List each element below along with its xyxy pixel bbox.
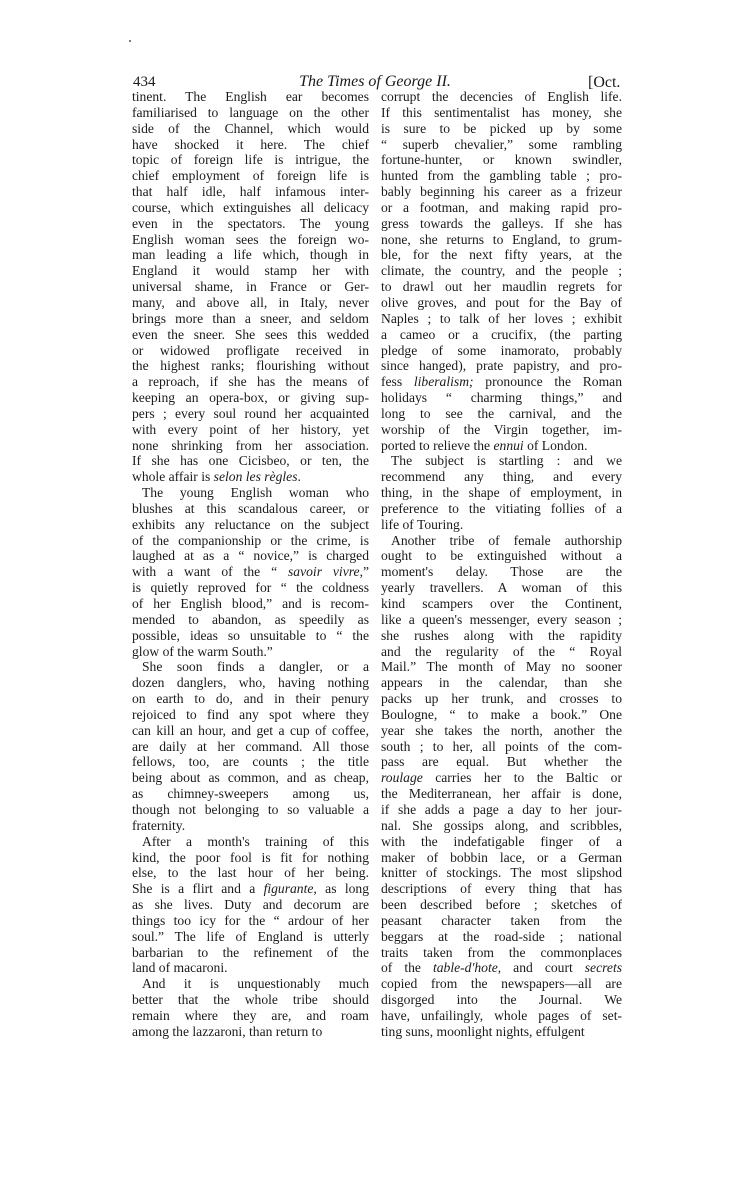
text-segment: even in the spectators. The young xyxy=(132,215,369,231)
text-line xyxy=(132,723,369,739)
text-line xyxy=(132,358,369,374)
text-line xyxy=(381,707,622,723)
text-segment: After a month's training of this xyxy=(142,833,369,849)
text-line xyxy=(381,200,622,216)
text-segment: whole affair is xyxy=(132,469,214,485)
text-segment: better that the whole tribe should xyxy=(132,992,369,1008)
text-line xyxy=(132,691,369,707)
text-line xyxy=(132,675,369,691)
text-line xyxy=(132,137,369,153)
text-line xyxy=(381,897,622,913)
text-segment: brings more than a sneer, and seldom xyxy=(132,310,369,326)
text-segment: She soon finds a dangler, or a xyxy=(142,659,369,675)
text-segment: England it would stamp her with xyxy=(132,263,369,279)
text-line xyxy=(132,533,369,549)
text-segment: glow of the warm South.” xyxy=(132,643,273,659)
text-segment: many, and above all, in Italy, never xyxy=(132,294,369,310)
text-segment: hunted from the gambling table ; pro- xyxy=(381,168,622,184)
text-segment: things too icy for the “ ardour of her xyxy=(132,912,369,928)
text-line xyxy=(381,818,622,834)
text-segment: long to see the carnival, and the xyxy=(381,405,622,421)
text-segment: among the lazzaroni, than return to xyxy=(132,1023,323,1039)
text-segment: remain where they are, and roam xyxy=(132,1007,369,1023)
text-line xyxy=(132,216,369,232)
text-segment: the highest ranks; flourishing without xyxy=(132,358,369,374)
text-segment: and the regularity of the “ Royal xyxy=(381,643,622,659)
text-line xyxy=(381,802,622,818)
text-segment: if she adds a page a day to her jour- xyxy=(381,801,622,817)
text-segment: fess xyxy=(381,374,414,390)
text-segment: Naples ; to talk of her loves ; exhibit xyxy=(381,310,622,326)
text-line xyxy=(132,628,369,644)
text-segment: with the indefatigable finger of a xyxy=(381,833,622,849)
text-segment: fellows, too, are counts ; the title xyxy=(132,754,369,770)
text-line xyxy=(132,770,369,786)
text-line xyxy=(381,137,622,153)
text-segment: thing, in the shape of employment, in xyxy=(381,485,622,501)
text-segment: Another tribe of female authorship xyxy=(391,532,622,548)
text-segment: as chimney-sweepers among us, xyxy=(132,786,369,802)
text-line xyxy=(132,200,369,216)
text-line xyxy=(381,390,622,406)
text-line xyxy=(381,881,622,897)
text-line xyxy=(381,596,622,612)
text-segment: . xyxy=(297,469,301,485)
text-line xyxy=(381,739,622,755)
text-segment: fortune-hunter, or known swindler, xyxy=(381,152,622,168)
text-segment: man leading a life which, though in xyxy=(132,247,369,263)
text-line xyxy=(132,453,369,469)
text-line xyxy=(381,311,622,327)
text-segment: of the companionship or the crime, is xyxy=(132,532,369,548)
text-line xyxy=(381,105,622,121)
text-line xyxy=(132,311,369,327)
text-segment: or widowed profligate received in xyxy=(132,342,369,358)
text-line xyxy=(381,976,622,992)
text-line xyxy=(381,216,622,232)
text-segment: gress towards the galleys. If she has xyxy=(381,215,622,231)
text-line xyxy=(132,152,369,168)
text-line xyxy=(381,406,622,422)
text-segment: And it is unquestionably much xyxy=(142,976,369,992)
text-line xyxy=(132,739,369,755)
text-line xyxy=(381,754,622,770)
text-line xyxy=(381,1008,622,1024)
text-line xyxy=(381,374,622,390)
text-segment: If she has one Cicisbeo, or ten, the xyxy=(132,453,369,469)
text-segment: ,” xyxy=(359,564,369,580)
italic-text-segment: liberalism; xyxy=(413,374,474,390)
text-line xyxy=(132,802,369,818)
italic-text-segment: roulage xyxy=(381,770,423,786)
text-segment: blushes at this scandalous career, or xyxy=(132,500,369,516)
text-line xyxy=(132,564,369,580)
text-segment: else, to the last hour of her being. xyxy=(132,865,369,881)
text-line xyxy=(381,548,622,564)
text-segment: English woman sees the foreign wo- xyxy=(132,231,369,247)
page-number: 434 xyxy=(133,74,156,90)
text-line xyxy=(132,184,369,200)
text-line xyxy=(132,580,369,596)
text-segment: packs up her trunk, and crosses to xyxy=(381,691,622,707)
text-line xyxy=(132,247,369,263)
text-segment: The subject is startling : and we xyxy=(391,453,622,469)
text-segment: keeping an opera-box, or giving sup- xyxy=(132,390,369,406)
text-line xyxy=(381,1024,622,1040)
text-line xyxy=(381,89,622,105)
text-segment: barbarian to the refinement of the xyxy=(132,944,369,960)
italic-text-segment: table-d'hote xyxy=(432,960,498,976)
text-line xyxy=(381,501,622,517)
text-line xyxy=(132,929,369,945)
text-line xyxy=(381,358,622,374)
text-segment: the Mediterranean, her affair is done, xyxy=(381,786,622,802)
text-line xyxy=(132,295,369,311)
text-segment: The young English woman who xyxy=(142,485,369,501)
text-line xyxy=(381,453,622,469)
text-segment: ting suns, moonlight nights, effulgent xyxy=(381,1023,585,1039)
text-line xyxy=(381,723,622,739)
text-segment: can kill an hour, and get a cup of coffee, xyxy=(132,722,369,738)
italic-text-segment: savoir vivre xyxy=(288,564,360,580)
text-segment: or a footman, and making rapid pro- xyxy=(381,199,622,215)
text-segment: chief employment of foreign life is xyxy=(132,168,369,184)
text-line xyxy=(132,406,369,422)
text-line xyxy=(132,596,369,612)
text-segment: pass are equal. But whether the xyxy=(381,754,622,770)
text-segment: been described before ; sketches of xyxy=(381,897,622,913)
text-line xyxy=(381,295,622,311)
text-segment: as she lives. Duty and decorum are xyxy=(132,897,369,913)
text-line xyxy=(132,612,369,628)
text-line xyxy=(132,834,369,850)
text-line xyxy=(132,850,369,866)
text-segment: of her English blood,” and is recom- xyxy=(132,596,369,611)
text-line xyxy=(381,168,622,184)
text-segment: are daily at her command. All those xyxy=(132,738,369,754)
text-segment: holidays “ charming things,” and xyxy=(381,390,622,406)
text-segment: ported to relieve the xyxy=(381,437,494,453)
text-segment: peasant character taken from the xyxy=(381,912,622,928)
text-segment: is quietly reproved for “ the coldness xyxy=(132,580,369,596)
text-segment: disgorged into the Journal. We xyxy=(381,992,622,1008)
text-line xyxy=(381,121,622,137)
text-segment: She is a flirt and a xyxy=(132,881,264,897)
text-line xyxy=(132,485,369,501)
italic-text-segment: ennui xyxy=(493,437,524,453)
text-line xyxy=(132,469,369,485)
text-line xyxy=(381,786,622,802)
text-segment: year she takes the north, another the xyxy=(381,722,622,738)
text-line xyxy=(132,897,369,913)
text-segment: carries her to the Baltic or xyxy=(422,770,622,786)
text-line xyxy=(132,89,369,105)
text-line xyxy=(381,263,622,279)
text-line xyxy=(132,881,369,897)
text-line xyxy=(381,232,622,248)
text-segment: to drawl out her maudlin regrets for xyxy=(381,279,622,295)
text-line xyxy=(381,422,622,438)
text-line xyxy=(381,865,622,881)
text-segment: none, she returns to England, to grum- xyxy=(381,231,622,247)
text-line xyxy=(132,960,369,976)
text-segment: is sure to be picked up by some xyxy=(381,120,622,136)
text-line xyxy=(132,438,369,454)
text-line xyxy=(132,517,369,533)
text-segment: she rushes along with the rapidity xyxy=(381,627,622,643)
text-line xyxy=(381,564,622,580)
text-line xyxy=(381,644,622,660)
left-column xyxy=(132,89,369,1040)
text-segment: nal. She gossips along, and scribbles, xyxy=(381,817,622,833)
italic-text-segment: figurante xyxy=(263,881,314,897)
text-line xyxy=(132,913,369,929)
text-segment: of London. xyxy=(523,437,588,453)
ink-speck xyxy=(129,40,131,42)
right-column xyxy=(381,89,622,1040)
text-line xyxy=(381,834,622,850)
text-segment: that half idle, half infamous inter- xyxy=(132,184,369,200)
text-segment: being about as common, and as cheap, xyxy=(132,770,369,786)
text-segment: ble, for the next fifty years, at the xyxy=(381,247,622,263)
text-segment: moment's delay. Those are the xyxy=(381,564,622,580)
text-line xyxy=(132,279,369,295)
text-line xyxy=(381,580,622,596)
text-segment: side of the Channel, which would xyxy=(132,120,369,136)
text-line xyxy=(132,327,369,343)
text-line xyxy=(132,1024,369,1040)
text-line xyxy=(381,659,622,675)
text-line xyxy=(381,850,622,866)
italic-text-segment: secrets xyxy=(584,960,622,976)
text-line xyxy=(381,992,622,1008)
text-segment: of the xyxy=(381,960,433,976)
text-line xyxy=(381,327,622,343)
text-segment: land of macaroni. xyxy=(132,960,228,976)
text-segment: appears in the calendar, than she xyxy=(381,675,622,691)
text-segment: pledge of some inamorato, probably xyxy=(381,342,622,358)
italic-text-segment: selon les règles xyxy=(213,469,298,485)
text-segment: “ superb chevalier,” some rambling xyxy=(381,136,622,152)
text-line xyxy=(132,501,369,517)
text-segment: If this sentimentalist has money, she xyxy=(381,104,622,120)
text-line xyxy=(132,1008,369,1024)
text-segment: have, unfailingly, whole pages of set- xyxy=(381,1007,622,1023)
text-line xyxy=(381,691,622,707)
text-segment: a reproach, if she has the means of xyxy=(132,374,369,390)
text-line xyxy=(381,485,622,501)
running-month: [Oct. xyxy=(588,74,621,91)
text-segment: beggars at the road-side ; national xyxy=(381,928,622,944)
text-line xyxy=(132,992,369,1008)
text-segment: pers ; every soul round her acquainted xyxy=(132,405,369,421)
text-segment: knitter of stockings. The most slipshod xyxy=(381,865,622,881)
text-line xyxy=(132,390,369,406)
text-segment: bably beginning his career as a frizeur xyxy=(381,184,622,200)
text-segment: traits taken from the commonplaces xyxy=(381,944,622,960)
text-segment: dozen danglers, who, having nothing xyxy=(132,675,369,691)
text-segment: have shocked it here. The chief xyxy=(132,136,369,152)
text-line xyxy=(132,232,369,248)
text-segment: south ; to her, all points of the com- xyxy=(381,738,622,754)
text-line xyxy=(132,976,369,992)
text-line xyxy=(381,612,622,628)
text-segment: universal shame, in France or Ger- xyxy=(132,279,369,295)
text-line xyxy=(381,184,622,200)
text-line xyxy=(381,343,622,359)
text-segment: , as long xyxy=(313,881,369,897)
text-line xyxy=(381,913,622,929)
text-segment: worship of the Virgin together, im- xyxy=(381,421,622,437)
text-line xyxy=(132,422,369,438)
text-line xyxy=(381,517,622,533)
text-segment: a cameo or a crucifix, (the parting xyxy=(381,326,622,342)
text-segment: though not belonging to so valuable a xyxy=(132,801,369,817)
text-segment: familiarised to language on the other xyxy=(132,104,369,120)
text-line xyxy=(132,644,369,660)
text-segment: corrupt the decencies of English life. xyxy=(381,89,622,104)
text-line xyxy=(132,343,369,359)
text-segment: rejoiced to find any spot where they xyxy=(132,706,369,722)
running-title: The Times of George II. xyxy=(299,73,451,90)
text-segment: climate, the country, and the people ; xyxy=(381,263,622,279)
text-segment: exhibits any reluctance on the subject xyxy=(132,516,369,532)
text-segment: preference to the vitiating follies of a xyxy=(381,500,622,516)
text-segment: kind, the poor fool is fit for nothing xyxy=(132,849,369,865)
text-line xyxy=(132,865,369,881)
text-segment: Boulogne, “ to make a book.” One xyxy=(381,706,622,722)
text-segment: on earth to do, and in their penury xyxy=(132,691,369,707)
text-line xyxy=(132,105,369,121)
text-segment: topic of foreign life is intrigue, the xyxy=(132,152,369,168)
text-segment: like a queen's messenger, every season ; xyxy=(381,611,622,627)
text-segment: none shrinking from her association. xyxy=(132,437,369,453)
text-line xyxy=(381,628,622,644)
text-line xyxy=(132,659,369,675)
text-segment: possible, ideas so unsuitable to “ the xyxy=(132,627,369,643)
text-line xyxy=(381,152,622,168)
text-line xyxy=(132,121,369,137)
text-segment: fraternity. xyxy=(132,817,186,833)
text-segment: yearly travellers. A woman of this xyxy=(381,580,622,596)
text-segment: kind scampers over the Continent, xyxy=(381,596,622,611)
text-line xyxy=(381,247,622,263)
text-line xyxy=(132,818,369,834)
text-segment: pronounce the Roman xyxy=(473,374,622,390)
text-segment: copied from the newspapers—all are xyxy=(381,976,622,992)
text-line xyxy=(381,945,622,961)
text-segment: olive groves, and pout for the Bay of xyxy=(381,294,622,310)
text-line xyxy=(381,533,622,549)
text-segment: Mail.” The month of May no sooner xyxy=(381,659,622,675)
text-segment: mended to abandon, as speedily as xyxy=(132,611,369,627)
text-segment: even the sneer. She sees this wedded xyxy=(132,326,369,342)
text-segment: recommend any thing, and every xyxy=(381,469,622,485)
text-line xyxy=(381,438,622,454)
text-line xyxy=(132,754,369,770)
text-line xyxy=(381,960,622,976)
text-segment: ought to be extinguished without a xyxy=(381,548,622,564)
text-segment: since hanged), prate papistry, and pro- xyxy=(381,358,622,374)
text-segment: life of Touring. xyxy=(381,516,464,532)
text-segment: with a want of the “ xyxy=(132,564,289,580)
text-line xyxy=(132,786,369,802)
text-segment: maker of bobbin lace, or a German xyxy=(381,849,622,865)
text-line xyxy=(132,168,369,184)
text-segment: soul.” The life of England is utterly xyxy=(132,928,369,944)
text-line xyxy=(381,770,622,786)
text-line xyxy=(132,548,369,564)
text-line xyxy=(132,374,369,390)
text-segment: descriptions of every thing that has xyxy=(381,881,622,897)
text-line xyxy=(132,945,369,961)
text-line xyxy=(381,469,622,485)
text-line xyxy=(132,707,369,723)
text-segment: laughed at as a “ novice,” is charged xyxy=(132,548,369,564)
text-segment: course, which extinguishes all delicacy xyxy=(132,199,369,215)
text-segment: with every point of her history, yet xyxy=(132,421,369,437)
text-segment: tinent. The English ear becomes xyxy=(132,89,369,104)
text-segment: , and court xyxy=(497,960,585,976)
text-line xyxy=(132,263,369,279)
text-line xyxy=(381,675,622,691)
text-line xyxy=(381,929,622,945)
text-line xyxy=(381,279,622,295)
